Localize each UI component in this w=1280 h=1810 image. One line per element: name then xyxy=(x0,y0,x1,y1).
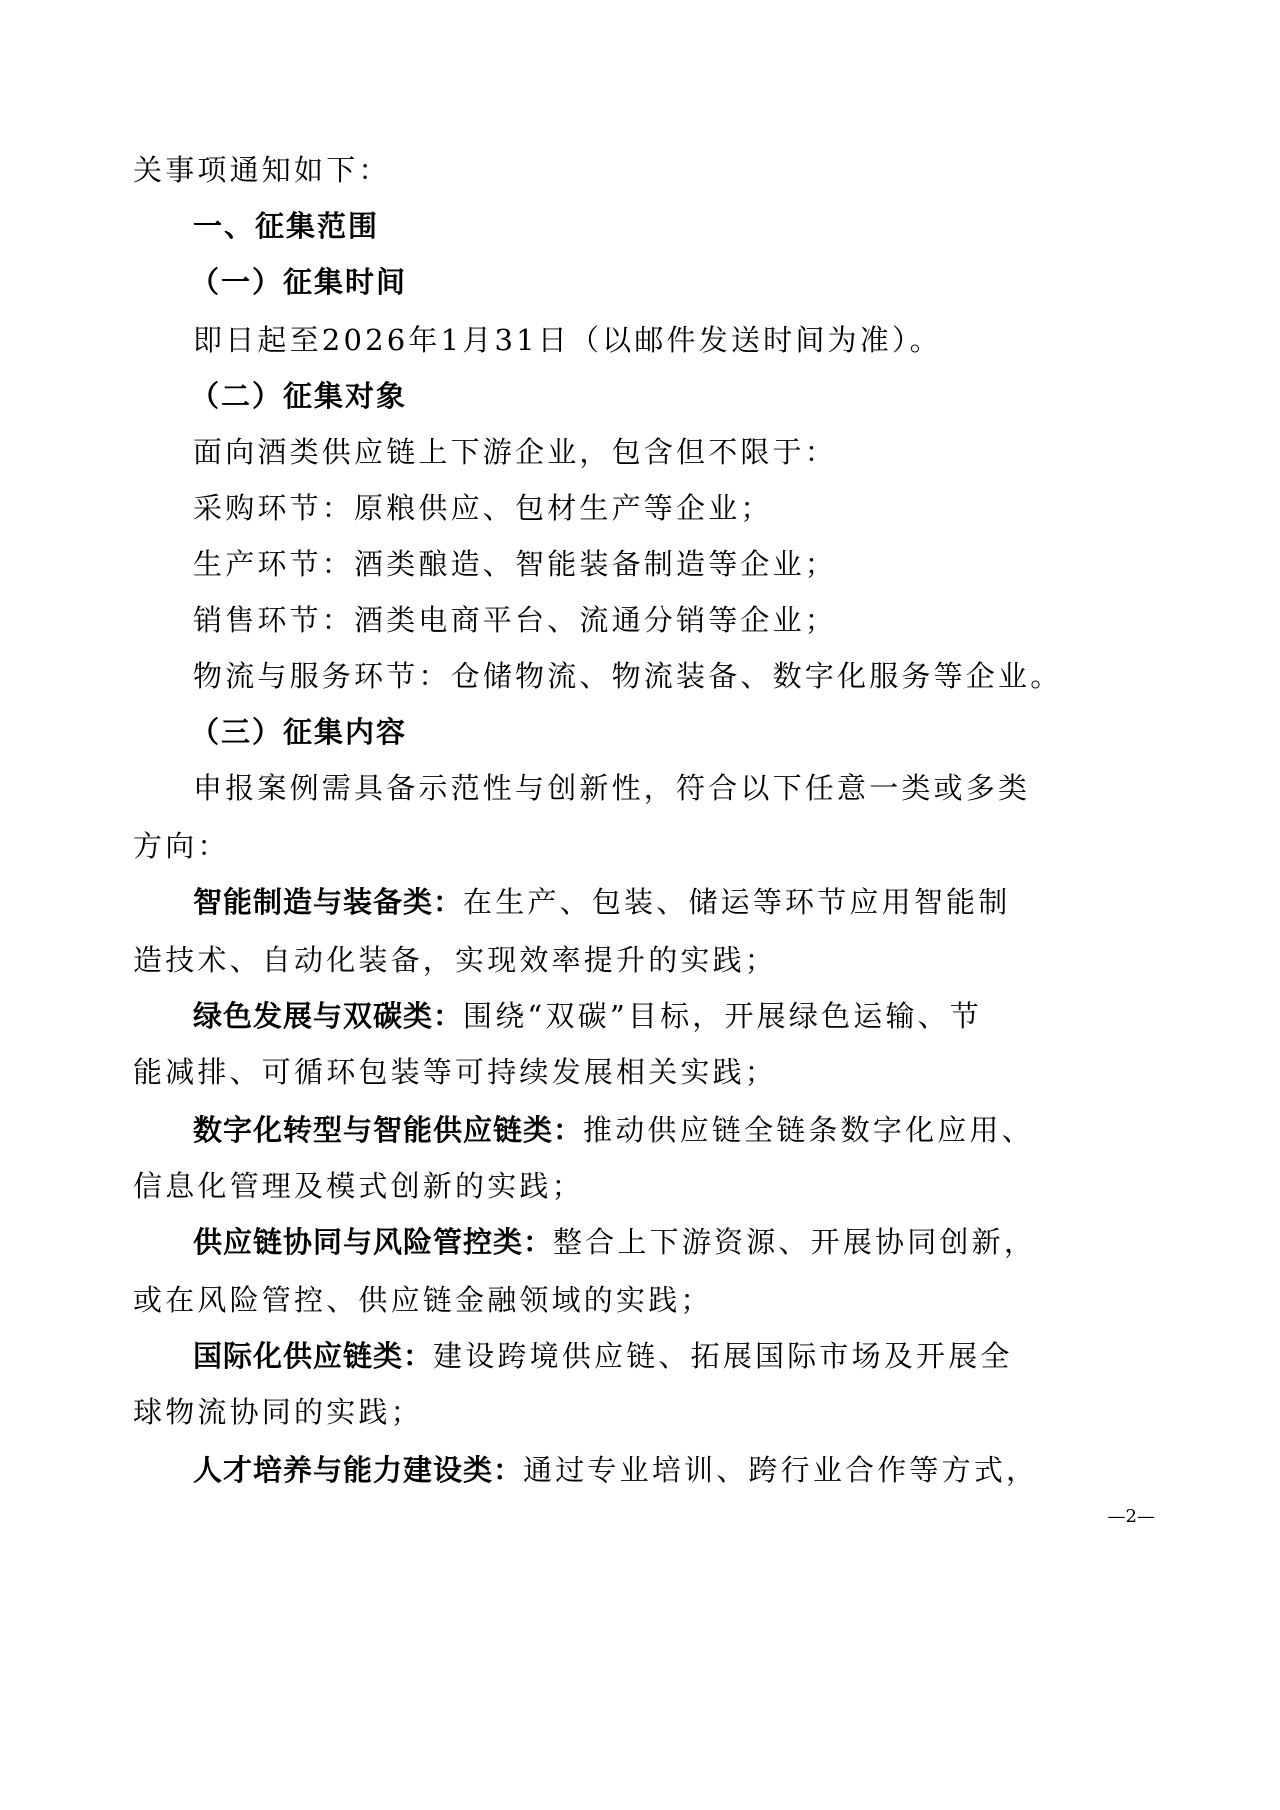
category-smart-manufacturing xyxy=(193,882,1010,922)
list-item-production: 生产环节：酒类酿造、智能装备制造等企业； xyxy=(193,547,838,581)
subsection-heading-content: （三）征集内容 xyxy=(190,715,408,749)
category-label: 智能制造与装备类： xyxy=(193,885,464,919)
paragraph-content-intro: 申报案例需具备示范性与创新性，符合以下任意一类或多类 xyxy=(193,771,1031,805)
category-green-development xyxy=(193,996,982,1036)
paragraph-target-intro: 面向酒类供应链上下游企业，包含但不限于： xyxy=(193,435,838,469)
list-item-sales: 销售环节：酒类电商平台、流通分销等企业； xyxy=(193,603,838,637)
category-text: 整合上下游资源、开展协同创新， xyxy=(553,1225,1037,1259)
paragraph-time: 即日起至2026年1月31日（以邮件发送时间为准）。 xyxy=(193,323,942,357)
category-label: 供应链协同与风险管控类： xyxy=(193,1225,554,1259)
subsection-heading-time: （一）征集时间 xyxy=(190,265,408,299)
category-text: 推动供应链全链条数字化应用、 xyxy=(583,1113,1034,1147)
category-text: 围绕“双碳”目标，开展绿色运输、节 xyxy=(463,999,983,1033)
category-digital-transformation-cont: 信息化管理及模式创新的实践； xyxy=(133,1169,584,1203)
paragraph-intro-tail: 关事项通知如下： xyxy=(133,153,391,187)
category-text: 通过专业培训、跨行业合作等方式， xyxy=(523,1453,1039,1487)
category-supply-chain-collaboration-cont: 或在风险管控、供应链金融领域的实践； xyxy=(133,1283,713,1317)
category-label: 人才培养与能力建设类： xyxy=(193,1453,524,1487)
category-green-development-cont: 能减排、可循环包装等可持续发展相关实践； xyxy=(133,1055,778,1089)
category-label: 国际化供应链类： xyxy=(193,1339,434,1373)
category-supply-chain-collaboration xyxy=(193,1222,1036,1262)
category-label: 绿色发展与双碳类： xyxy=(193,999,464,1033)
category-talent-development xyxy=(193,1450,1038,1490)
category-text: 在生产、包装、储运等环节应用智能制 xyxy=(463,885,1011,919)
list-item-procurement: 采购环节：原粮供应、包材生产等企业； xyxy=(193,491,773,525)
category-internationalization-cont: 球物流协同的实践； xyxy=(133,1395,423,1429)
category-smart-manufacturing-cont: 造技术、自动化装备，实现效率提升的实践； xyxy=(133,943,778,977)
paragraph-content-intro-cont: 方向： xyxy=(133,829,230,863)
section-heading-1: 一、征集范围 xyxy=(193,209,380,243)
subsection-heading-target: （二）征集对象 xyxy=(190,379,408,413)
page-number: —2— xyxy=(1107,1506,1155,1527)
category-label: 数字化转型与智能供应链类： xyxy=(193,1113,584,1147)
category-digital-transformation xyxy=(193,1110,1034,1150)
list-item-logistics: 物流与服务环节：仓储物流、物流装备、数字化服务等企业。 xyxy=(193,659,1063,693)
category-internationalization xyxy=(193,1336,1013,1376)
category-text: 建设跨境供应链、拓展国际市场及开展全 xyxy=(433,1339,1013,1373)
